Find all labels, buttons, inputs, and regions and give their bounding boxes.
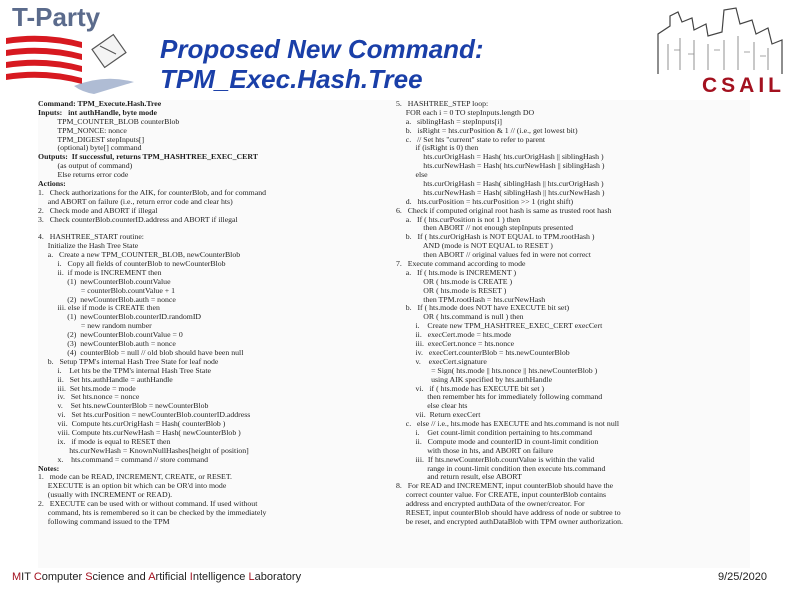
document-line: 8. For READ and INCREMENT, input counterBlob should have the (396, 482, 614, 491)
document-line: hts.curOrigHash = Hash( siblingHash || hts.curOrigHash ) (396, 180, 604, 189)
document-line: and return result, else ABORT (396, 473, 522, 482)
document-line: i. Copy all fields of counterBlob to newCounterBlob (38, 260, 226, 269)
document-line: EXECUTE is an option bit which can be OR'd into mode (38, 482, 227, 491)
document-line: (2) newCounterBlob.countValue = 0 (38, 331, 183, 340)
flag-waves-icon (4, 2, 164, 102)
document-line: hts.curOrigHash = Hash( hts.curOrigHash || siblingHash ) (396, 153, 604, 162)
document-line: (1) newCounterBlob.countValue (38, 277, 171, 286)
document-line: iii. If hts.newCounterBlob.countValue is within the valid (396, 455, 595, 464)
document-line: b. Setup TPM's internal Hash Tree State for leaf node (38, 357, 219, 366)
document-line: ii. Set hts.authHandle = authHandle (38, 375, 173, 384)
document-line: c. // Set hts "current" state to refer to parent (396, 135, 546, 144)
document-line: TPM_DIGEST stepInputs[] (38, 135, 145, 144)
document-scan (38, 100, 750, 568)
title-line-2: TPM_Exec.Hash.Tree (160, 64, 423, 94)
document-line: then ABORT // not enough stepInputs presented (396, 224, 573, 233)
document-line: then remember hts for immediately following command (396, 393, 603, 402)
document-line: then ABORT // original values fed in were not correct (396, 251, 591, 260)
document-line: (2) newCounterBlob.auth = nonce (38, 295, 176, 304)
document-line: else (396, 171, 428, 180)
document-line: Outputs: If successful, returns TPM_HASHTREE_EXEC_CERT (38, 153, 258, 162)
document-line (38, 224, 390, 233)
document-line: 1. mode can be READ, INCREMENT, CREATE, or RESET. (38, 473, 232, 482)
document-line: 4. HASHTREE_START routine: (38, 233, 144, 242)
document-line: OR ( hts.command is null ) then (396, 313, 524, 322)
document-line: v. execCert.signature (396, 357, 487, 366)
document-line: a. If ( hts.curPosition is not 1 ) then (396, 215, 521, 224)
document-line: iv. execCert.counterBlob = hts.newCounterBlob (396, 348, 570, 357)
document-right-column (396, 100, 748, 527)
document-line: hts.curNewHash = Hash( siblingHash || hts.curNewHash ) (396, 188, 605, 197)
document-line: vi. Set hts.curPosition = newCounterBlob.counterID.address (38, 411, 251, 420)
document-line: vi. if ( hts.mode has EXECUTE bit set ) (396, 384, 545, 393)
document-line: with those in hts, and ABORT on failure (396, 446, 554, 455)
document-line: v. Set hts.newCounterBlob = newCounterBlob (38, 402, 209, 411)
document-line: viii. Compute hts.curNewHash = Hash( newCounterBlob ) (38, 428, 241, 437)
document-line: x. hts.command = command // store command (38, 455, 209, 464)
document-line: i. Create new TPM_HASHTREE_EXEC_CERT execCert (396, 322, 603, 331)
document-line: ii. Compute mode and counterID in count-limit condition (396, 437, 599, 446)
document-line: iii. else if mode is CREATE then (38, 304, 160, 313)
document-line: i. Get count-limit condition pertaining to hts.command (396, 428, 592, 437)
document-line: command, hts is remembered so it can be checked by the immediately (38, 508, 267, 517)
document-line: Notes: (38, 464, 60, 473)
document-line: Actions: (38, 180, 66, 189)
document-line: AND (mode is NOT EQUAL to RESET ) (396, 242, 553, 251)
document-line: b. isRight = hts.curPosition & 1 // (i.e., get lowest bit) (396, 126, 578, 135)
document-line: 3. Check counterBlob.counterID.address and ABORT if illegal (38, 215, 238, 224)
document-line: ix. if mode is equal to RESET then (38, 437, 171, 446)
document-line: using AIK specified by hts.authHandle (396, 375, 553, 384)
document-line: Initialize the Hash Tree State (38, 242, 139, 251)
document-left-column (38, 100, 390, 527)
csail-logo-text: CSAIL (702, 74, 785, 97)
document-line: c. else // i.e., hts.mode has EXECUTE and hts.command is not null (396, 420, 620, 429)
document-line: FOR each i = 0 TO stepInputs.length DO (396, 108, 535, 117)
t-party-logo (4, 2, 164, 102)
document-line: Else returns error code (38, 171, 129, 180)
document-line: ii. execCert.mode = hts.mode (396, 331, 512, 340)
document-line: else clear hts (396, 402, 468, 411)
document-line: 1. Check authorizations for the AIK, for counterBlob, and for command (38, 188, 266, 197)
document-line: ii. if mode is INCREMENT then (38, 268, 162, 277)
document-line: correct counter value. For CREATE, input counterBlob contains (396, 491, 607, 500)
document-line: a. If ( hts.mode is INCREMENT ) (396, 268, 517, 277)
footer-date: 9/25/2020 (718, 571, 767, 583)
slide-title (160, 34, 484, 94)
document-line: a. siblingHash = stepInputs[i] (396, 117, 502, 126)
document-line: (1) newCounterBlob.counterID.randomID (38, 313, 202, 322)
document-line: if (isRight is 0) then (396, 144, 479, 153)
document-line: TPM_COUNTER_BLOB counterBlob (38, 117, 180, 126)
document-line: then TPM.rootHash = hts.curNewHash (396, 295, 546, 304)
document-line: following command issued to the TPM (38, 517, 170, 526)
document-line: 6. Check if computed original root hash is same as trusted root hash (396, 206, 612, 215)
document-line: RESET, input counterBlob should have address of node or subtree to (396, 508, 621, 517)
document-line: = Sign( hts.mode || hts.nonce || hts.newCounterBlob ) (396, 366, 598, 375)
document-line: 7. Execute command according to mode (396, 260, 526, 269)
document-line: (3) newCounterBlob.auth = nonce (38, 340, 176, 349)
document-line: hts.curNewHash = KnownNullHashes[height of position] (38, 446, 249, 455)
footer-lab-name: MIT Computer Science and Artificial Intelligence Laboratory (12, 571, 302, 583)
document-line: address and encrypted authData of the owner/creator. For (396, 500, 585, 509)
document-line: be reset, and encrypted authDataBlob with TPM owner authorization. (396, 517, 623, 526)
title-line-1: Proposed New Command: (160, 34, 484, 64)
document-line: (optional) byte[] command (38, 144, 142, 153)
document-line: vii. Compute hts.curOrigHash = Hash( counterBlob ) (38, 420, 226, 429)
document-line: (as output of command) (38, 162, 133, 171)
document-line: 2. Check mode and ABORT if illegal (38, 206, 158, 215)
document-line: = new random number (38, 322, 152, 331)
document-line: d. hts.curPosition = hts.curPosition >> 1 (right shift) (396, 197, 574, 206)
document-line: a. Create a new TPM_COUNTER_BLOB, newCounterBlob (38, 251, 241, 260)
document-line: iii. execCert.nonce = hts.nonce (396, 340, 515, 349)
document-line: b. If ( hts.curOrigHash is NOT EQUAL to TPM.rootHash ) (396, 233, 595, 242)
document-line: iii. Set hts.mode = mode (38, 384, 136, 393)
document-line: Command: TPM_Execute.Hash.Tree (38, 100, 162, 108)
document-line: (usually with INCREMENT or READ). (38, 491, 173, 500)
document-line: 5. HASHTREE_STEP loop: (396, 100, 489, 108)
document-line: hts.curNewHash = Hash( hts.curNewHash || siblingHash ) (396, 162, 605, 171)
document-line: and ABORT on failure (i.e., return error code and clear hts) (38, 197, 233, 206)
document-line: iv. Set hts.nonce = nonce (38, 393, 140, 402)
document-line: Inputs: int authHandle, byte mode (38, 108, 157, 117)
document-line: range in count-limit condition then execute hts.command (396, 464, 606, 473)
document-line: OR ( hts.mode is CREATE ) (396, 277, 513, 286)
logo-text: T-Party (12, 2, 101, 32)
document-line: i. Let hts be the TPM's internal Hash Tree State (38, 366, 211, 375)
document-line: TPM_NONCE: nonce (38, 126, 127, 135)
document-line: (4) counterBlob = null // old blob should have been null (38, 348, 244, 357)
document-line: OR ( hts.mode is RESET ) (396, 286, 507, 295)
document-line: b. If ( hts.mode does NOT have EXECUTE bit set) (396, 304, 570, 313)
document-line: vii. Return execCert (396, 411, 481, 420)
document-line: 2. EXECUTE can be used with or without command. If used without (38, 500, 258, 509)
document-line: = counterBlob.countValue + 1 (38, 286, 175, 295)
